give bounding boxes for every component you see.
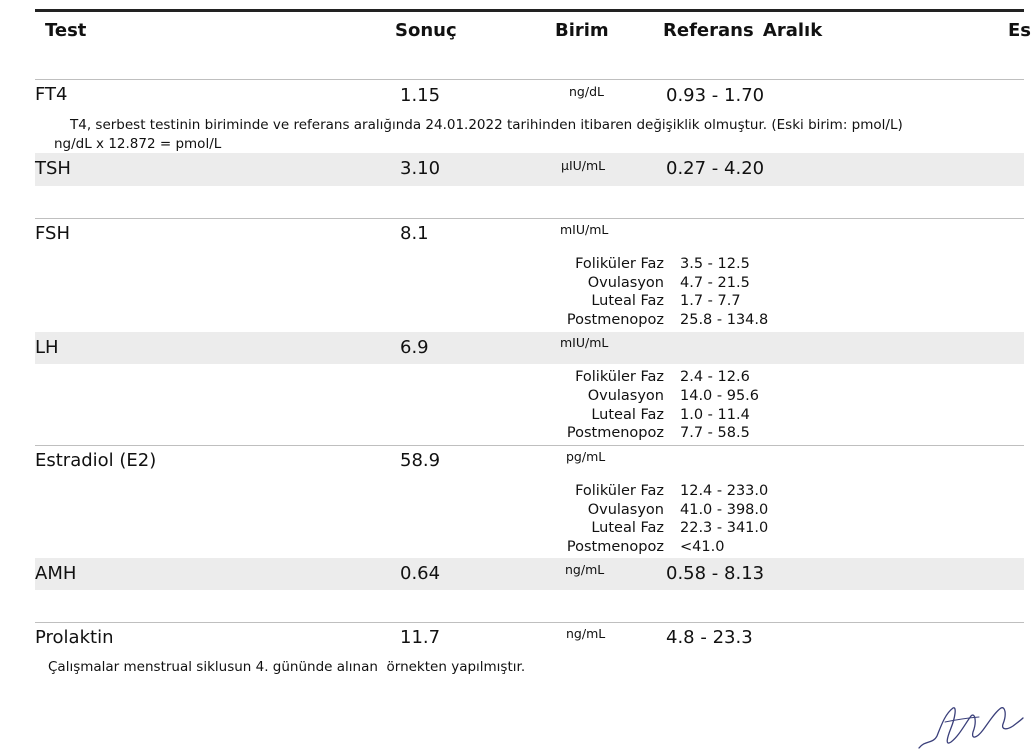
- phase-label: Postmenopoz: [566, 312, 664, 328]
- test-result: 1.15: [400, 85, 441, 106]
- row-separator: [35, 622, 1024, 623]
- test-unit: ng/mL: [566, 626, 606, 641]
- row-shading: [35, 332, 1024, 364]
- test-unit: pg/mL: [566, 449, 606, 464]
- phase-label: Foliküler Faz: [575, 256, 664, 272]
- phase-label: Postmenopoz: [566, 425, 664, 441]
- phase-range: <41.0: [680, 539, 725, 555]
- phase-range: 2.4 - 12.6: [680, 369, 750, 385]
- test-note-line-2: ng/dL x 12.872 = pmol/L: [54, 136, 222, 152]
- column-header-reference: Referans Aralık: [663, 20, 823, 41]
- phase-range: 3.5 - 12.5: [680, 256, 750, 272]
- test-name: AMH: [35, 563, 77, 584]
- phase-range: 1.0 - 11.4: [680, 407, 750, 423]
- column-header-test: Test: [45, 20, 87, 41]
- phase-label: Luteal Faz: [591, 407, 664, 423]
- test-unit: mIU/mL: [560, 335, 609, 350]
- test-reference-range: 4.8 - 23.3: [666, 627, 753, 648]
- phase-range: 1.7 - 7.7: [680, 293, 741, 309]
- phase-label: Postmenopoz: [566, 539, 664, 555]
- phase-label: Luteal Faz: [591, 293, 664, 309]
- phase-range: 41.0 - 398.0: [680, 502, 769, 518]
- column-header-unit: Birim: [555, 20, 609, 41]
- test-name: Prolaktin: [35, 627, 114, 648]
- header-top-rule: [35, 9, 1024, 12]
- test-reference-range: 0.93 - 1.70: [666, 85, 765, 106]
- test-result: 0.64: [400, 563, 441, 584]
- phase-range: 22.3 - 341.0: [680, 520, 769, 536]
- test-result: 8.1: [400, 223, 429, 244]
- phase-label: Ovulasyon: [587, 388, 664, 404]
- row-shading: [35, 153, 1024, 186]
- test-unit: mIU/mL: [560, 222, 609, 237]
- phase-range: 25.8 - 134.8: [680, 312, 769, 328]
- test-note-line-1: T4, serbest testinin biriminde ve referans aralığında 24.01.2022 tarihinden itibaren değişiklik olmuştur. (Eski birim: pmol/L): [70, 117, 903, 133]
- column-header-result: Sonuç: [395, 20, 457, 41]
- phase-label: Luteal Faz: [591, 520, 664, 536]
- test-unit: µIU/mL: [561, 158, 606, 173]
- test-result: 11.7: [400, 627, 441, 648]
- row-separator: [35, 79, 1024, 80]
- phase-range: 12.4 - 233.0: [680, 483, 769, 499]
- test-name: Estradiol (E2): [35, 450, 157, 471]
- test-name: TSH: [35, 158, 71, 179]
- footer-note: Çalışmalar menstrual siklusun 4. gününde alınan örnekten yapılmıştır.: [48, 659, 526, 675]
- phase-label: Ovulasyon: [587, 502, 664, 518]
- test-reference-range: 0.27 - 4.20: [666, 158, 765, 179]
- test-result: 3.10: [400, 158, 441, 179]
- row-shading: [35, 558, 1024, 590]
- test-unit: ng/dL: [569, 84, 604, 99]
- phase-label: Ovulasyon: [587, 275, 664, 291]
- test-result: 6.9: [400, 337, 429, 358]
- phase-label: Foliküler Faz: [575, 483, 664, 499]
- phase-range: 4.7 - 21.5: [680, 275, 750, 291]
- test-name: FT4: [35, 84, 68, 105]
- test-unit: ng/mL: [565, 562, 605, 577]
- test-reference-range: 0.58 - 8.13: [666, 563, 765, 584]
- test-result: 58.9: [400, 450, 441, 471]
- column-header-cut: Es: [1008, 20, 1031, 41]
- test-name: LH: [35, 337, 59, 358]
- phase-label: Foliküler Faz: [575, 369, 664, 385]
- phase-range: 14.0 - 95.6: [680, 388, 760, 404]
- row-separator: [35, 218, 1024, 219]
- test-name: FSH: [35, 223, 70, 244]
- phase-range: 7.7 - 58.5: [680, 425, 750, 441]
- signature: [915, 700, 1024, 751]
- row-separator: [35, 445, 1024, 446]
